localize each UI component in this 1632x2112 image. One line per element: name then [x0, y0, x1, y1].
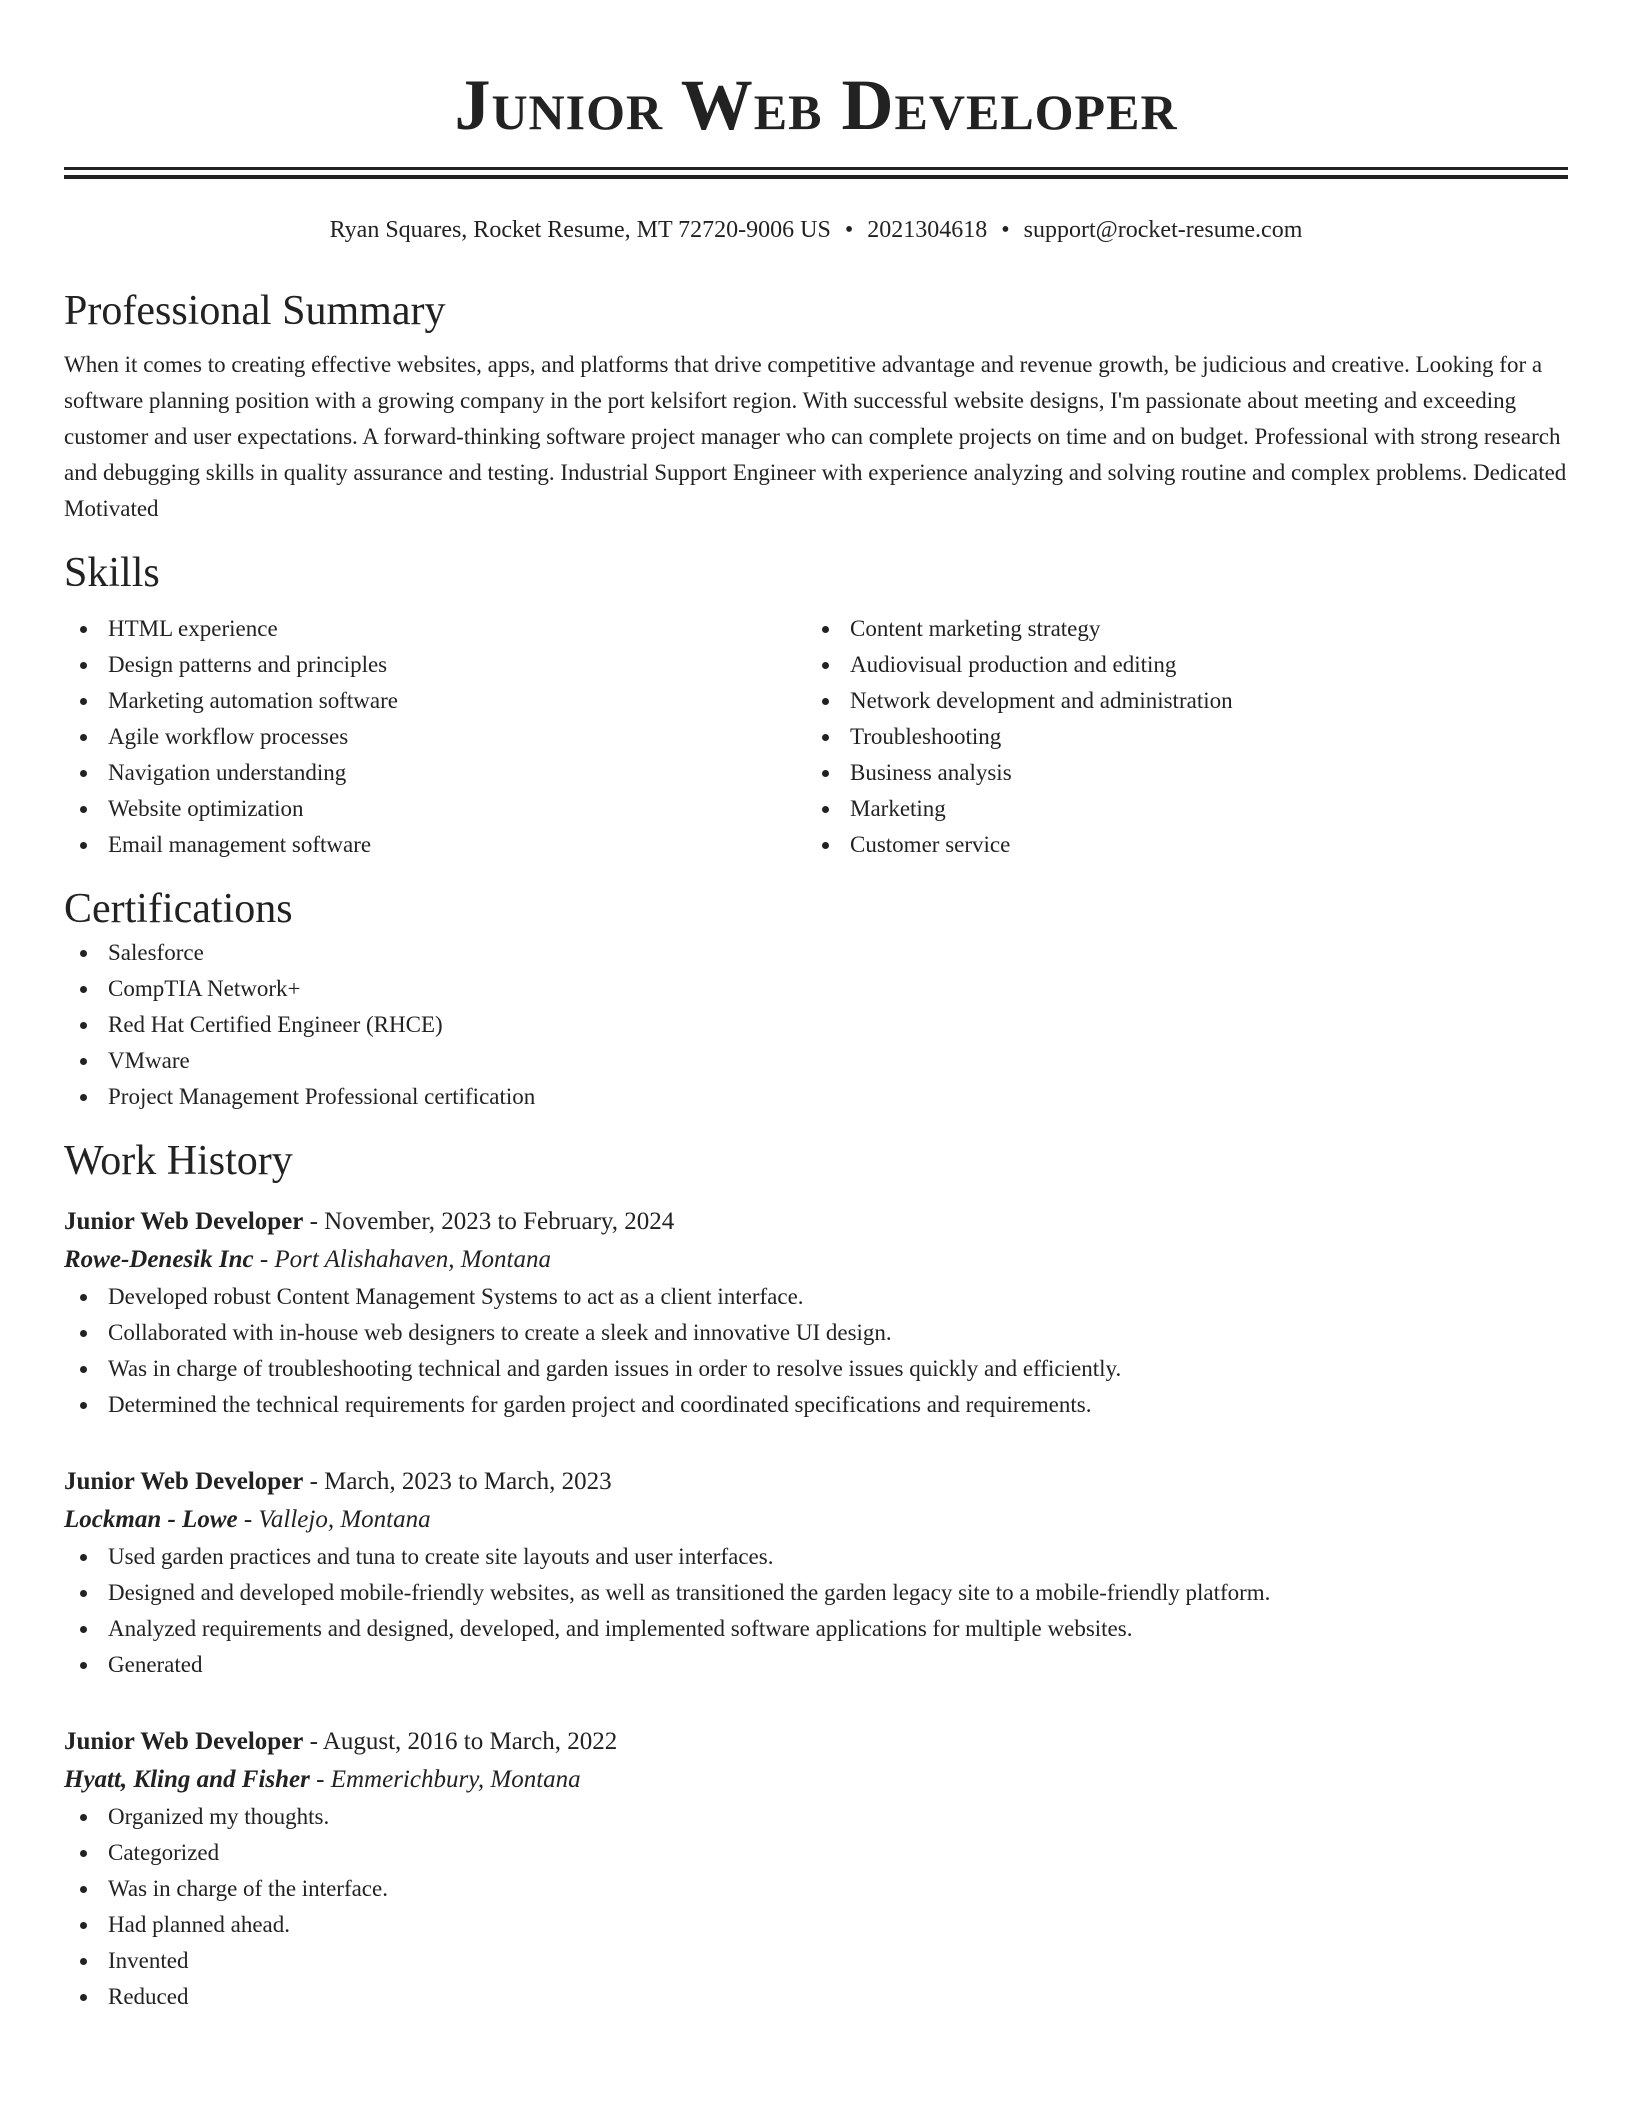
skills-list-right — [806, 611, 1548, 863]
contact-address: Ryan Squares, Rocket Resume, MT 72720-9006 US — [329, 217, 831, 243]
skill-label: Troubleshooting — [850, 724, 1002, 749]
skill-label: Network development and administration — [850, 688, 1233, 713]
skill-label: Marketing automation software — [108, 688, 398, 713]
job-duties-list — [64, 1279, 1568, 1423]
job-duty-item — [64, 1279, 1568, 1315]
skill-item — [64, 647, 806, 683]
job-duty-text: Categorized — [108, 1840, 220, 1865]
job-duty-text: Determined the technical requirements for garden project and coordinated specifications and requirements. — [108, 1392, 1092, 1417]
skills-heading: Skills — [64, 550, 160, 596]
contact-phone: 2021304618 — [867, 217, 988, 243]
skill-item — [806, 827, 1548, 863]
job-organization — [64, 1501, 1568, 1539]
contact-email: support@rocket-resume.com — [1023, 217, 1303, 243]
bullet-icon — [80, 1958, 87, 1965]
bullet-icon — [822, 698, 829, 705]
job-duty-text: Invented — [108, 1948, 189, 1973]
skill-item — [64, 755, 806, 791]
bullet-icon — [80, 806, 87, 813]
skills-list-left — [64, 611, 806, 863]
job-entry — [64, 1463, 1568, 1683]
job-duty-item — [64, 1611, 1568, 1647]
job-duty-item — [64, 1647, 1568, 1683]
job-location: - Emmerichbury, Montana — [309, 1766, 581, 1793]
title-divider-top — [64, 167, 1568, 170]
certification-item — [64, 1043, 1568, 1079]
job-organization — [64, 1761, 1568, 1799]
skill-label: Email management software — [108, 832, 372, 857]
job-duty-item — [64, 1979, 1568, 2015]
title-divider-bottom — [64, 175, 1568, 179]
bullet-icon — [80, 770, 87, 777]
certification-item — [64, 935, 1568, 971]
skill-item — [806, 755, 1548, 791]
bullet-icon — [80, 1814, 87, 1821]
skill-item — [64, 611, 806, 647]
job-duties-list — [64, 1539, 1568, 1683]
bullet-icon — [80, 1886, 87, 1893]
skill-item — [64, 827, 806, 863]
job-duty-text: Reduced — [108, 1984, 189, 2009]
bullet-icon — [80, 986, 87, 993]
job-company: Hyatt, Kling and Fisher — [64, 1766, 310, 1793]
skill-item — [806, 719, 1548, 755]
bullet-icon — [80, 1590, 87, 1597]
job-duties-list — [64, 1799, 1568, 2015]
bullet-icon — [822, 842, 829, 849]
bullet-icon — [80, 1662, 87, 1669]
job-entry — [64, 1723, 1568, 2015]
bullet-icon — [80, 1058, 87, 1065]
job-duty-item — [64, 1575, 1568, 1611]
contact-separator: • — [844, 217, 854, 243]
job-header — [64, 1463, 1568, 1501]
job-duty-text: Had planned ahead. — [108, 1912, 291, 1937]
summary-text: When it comes to creating effective websites, apps, and platforms that drive competitive advantage and revenue growth, be judicious and creative. Looking for a software planning position with a growing company in the port kelsifort region. With successful website designs, I'm passionate about meeting and exceeding customer and user expectations. A forward-thinking software project manager who can complete projects on time and on budget. Professional with strong research and debugging skills in quality assurance and testing. Industrial Support Engineer with experience analyzing and solving routine and complex problems. Dedicated Motivated — [64, 352, 1567, 521]
job-duty-text: Developed robust Content Management Systems to act as a client interface. — [108, 1284, 804, 1309]
bullet-icon — [80, 698, 87, 705]
bullet-icon — [80, 1922, 87, 1929]
job-header — [64, 1203, 1568, 1241]
job-entry — [64, 1203, 1568, 1423]
certification-item — [64, 1079, 1568, 1115]
contact-separator: • — [1001, 217, 1010, 243]
job-duty-item — [64, 1835, 1568, 1871]
bullet-icon — [80, 1402, 87, 1409]
job-duty-text: Was in charge of troubleshooting technical and garden issues in order to resolve issues quickly and efficiently. — [108, 1356, 1122, 1381]
bullet-icon — [80, 1994, 87, 2001]
skill-item — [64, 719, 806, 755]
bullet-icon — [80, 1850, 87, 1857]
certification-item — [64, 1007, 1568, 1043]
job-duty-text: Designed and developed mobile-friendly websites, as well as transitioned the garden legacy site to a mobile-friendly platform. — [108, 1580, 1271, 1605]
certifications-heading: Certifications — [64, 886, 293, 932]
job-role: Junior Web Developer — [64, 1728, 304, 1755]
bullet-icon — [80, 1294, 87, 1301]
certification-label: Project Management Professional certification — [108, 1084, 536, 1109]
skills-columns — [64, 611, 1568, 863]
bullet-icon — [822, 734, 829, 741]
job-duty-item — [64, 1907, 1568, 1943]
bullet-icon — [80, 1022, 87, 1029]
job-role: Junior Web Developer — [64, 1468, 304, 1495]
certification-label: CompTIA Network+ — [108, 976, 301, 1001]
job-company: Lockman - Lowe — [64, 1506, 238, 1533]
job-duty-text: Organized my thoughts. — [108, 1804, 330, 1829]
bullet-icon — [822, 662, 829, 669]
skill-label: Customer service — [850, 832, 1011, 857]
job-duty-item — [64, 1799, 1568, 1835]
resume-title: Junior Web Developer — [454, 65, 1178, 145]
job-duty-text: Collaborated with in-house web designers to create a sleek and innovative UI design. — [108, 1320, 892, 1345]
skill-item — [64, 791, 806, 827]
skill-label: Agile workflow processes — [108, 724, 349, 749]
job-duty-item — [64, 1315, 1568, 1351]
skill-item — [806, 791, 1548, 827]
job-company: Rowe-Denesik Inc — [64, 1246, 254, 1273]
job-duty-text: Was in charge of the interface. — [108, 1876, 388, 1901]
skill-item — [806, 611, 1548, 647]
bullet-icon — [80, 1330, 87, 1337]
bullet-icon — [80, 1366, 87, 1373]
job-duty-item — [64, 1387, 1568, 1423]
skill-label: Marketing — [850, 796, 946, 821]
job-duty-item — [64, 1943, 1568, 1979]
skill-label: Business analysis — [850, 760, 1012, 785]
certifications-list — [64, 935, 1568, 1115]
skill-item — [806, 647, 1548, 683]
job-role: Junior Web Developer — [64, 1208, 304, 1235]
job-dates: - August, 2016 to March, 2022 — [303, 1728, 618, 1755]
job-duty-item — [64, 1871, 1568, 1907]
skill-item — [64, 683, 806, 719]
bullet-icon — [822, 806, 829, 813]
skill-label: Navigation understanding — [108, 760, 347, 785]
job-duty-text: Analyzed requirements and designed, developed, and implemented software applications for multiple websites. — [108, 1616, 1133, 1641]
skill-label: Audiovisual production and editing — [850, 652, 1177, 677]
bullet-icon — [80, 1626, 87, 1633]
certification-label: VMware — [108, 1048, 190, 1073]
skill-label: Website optimization — [108, 796, 304, 821]
job-location: - Vallejo, Montana — [237, 1506, 431, 1533]
work-history-heading: Work History — [64, 1138, 293, 1184]
bullet-icon — [80, 734, 87, 741]
contact-line — [64, 215, 1568, 245]
bullet-icon — [80, 1094, 87, 1101]
skill-label: HTML experience — [108, 616, 278, 641]
job-duty-item — [64, 1539, 1568, 1575]
bullet-icon — [822, 626, 829, 633]
job-header — [64, 1723, 1568, 1761]
job-location: - Port Alishahaven, Montana — [253, 1246, 552, 1273]
summary-heading: Professional Summary — [64, 288, 446, 334]
skill-label: Design patterns and principles — [108, 652, 388, 677]
resume-page — [64, 0, 1568, 2015]
certification-item — [64, 971, 1568, 1007]
bullet-icon — [80, 842, 87, 849]
job-organization — [64, 1241, 1568, 1279]
skill-item — [806, 683, 1548, 719]
job-dates: - November, 2023 to February, 2024 — [303, 1208, 675, 1235]
skill-label: Content marketing strategy — [850, 616, 1101, 641]
bullet-icon — [80, 1554, 87, 1561]
job-duty-text: Used garden practices and tuna to create site layouts and user interfaces. — [108, 1544, 774, 1569]
bullet-icon — [80, 626, 87, 633]
certification-label: Red Hat Certified Engineer (RHCE) — [108, 1012, 443, 1037]
bullet-icon — [822, 770, 829, 777]
job-duty-item — [64, 1351, 1568, 1387]
bullet-icon — [80, 662, 87, 669]
certification-label: Salesforce — [108, 940, 204, 965]
bullet-icon — [80, 950, 87, 957]
job-duty-text: Generated — [108, 1652, 203, 1677]
job-dates: - March, 2023 to March, 2023 — [303, 1468, 612, 1495]
